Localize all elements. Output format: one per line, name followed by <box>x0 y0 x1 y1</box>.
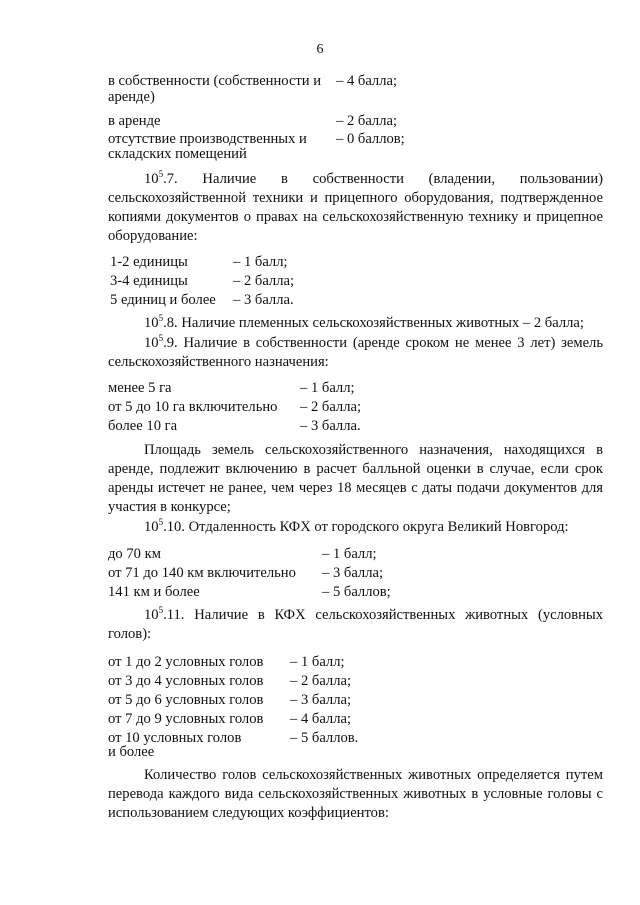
score-label: от 5 до 10 га включительно <box>108 399 278 415</box>
score-label: от 7 до 9 условных голов <box>108 711 264 727</box>
score-value: – 4 балла; <box>290 711 352 727</box>
score-value: – 5 баллов. <box>290 730 359 746</box>
section-text: Наличие в собственности (владении, пользовании) сельскохозяйственной техники и прицепного оборудования, подтвержденное копиями документов о правах на сельскохозяйственную технику и прицепное оборудование: <box>108 171 603 244</box>
score-value: – 3 балла; <box>290 692 352 708</box>
score-value: – 2 балла; <box>300 399 362 415</box>
section-text: Наличие в собственности (аренде сроком не менее 3 лет) земель сельскохозяйственного назначения: <box>108 335 603 370</box>
score-label: менее 5 га <box>108 380 172 396</box>
score-value: – 3 балла; <box>322 565 384 581</box>
score-label-continued: аренде) <box>108 89 155 105</box>
score-label: в собственности (собственности и <box>108 73 322 89</box>
score-label-continued: складских помещений <box>108 146 247 162</box>
score-value: – 1 балл; <box>290 654 345 670</box>
section-text: Отдаленность КФХ от городского округа Великий Новгород: <box>184 519 569 535</box>
section-text: Наличие племенных сельскохозяйственных животных – 2 балла; <box>177 315 584 331</box>
score-label: от 3 до 4 условных голов <box>108 673 264 689</box>
score-label: более 10 га <box>108 418 178 434</box>
section-number: $10^5.9$. <box>144 333 178 351</box>
score-label-continued: и более <box>108 744 155 760</box>
score-value: – 1 балл; <box>322 546 377 562</box>
score-value: – 3 балла. <box>233 292 294 308</box>
section-7-paragraph <box>108 170 603 246</box>
score-value: – 3 балла. <box>300 418 361 434</box>
score-value: – 5 баллов; <box>322 584 391 600</box>
section-number: $10^5.11$. <box>144 605 185 623</box>
section-11-paragraph <box>108 606 603 644</box>
section-number: $10^5.7$. <box>144 169 178 187</box>
score-label: в аренде <box>108 113 161 129</box>
score-label: отсутствие производственных и <box>108 131 307 147</box>
section-9-paragraph <box>108 334 603 372</box>
score-label: 141 км и более <box>108 584 200 600</box>
page-number: 6 <box>316 42 324 57</box>
score-value: – 1 балл; <box>233 254 288 270</box>
section-number: $10^5.10$. <box>144 517 185 535</box>
score-value: – 2 балла; <box>290 673 352 689</box>
score-label: 1-2 единицы <box>110 254 188 270</box>
section-text: Наличие в КФХ сельскохозяйственных животных (условных голов): <box>108 607 603 642</box>
section-10-paragraph <box>108 518 603 537</box>
score-label: от 1 до 2 условных голов <box>108 654 264 670</box>
score-value: – 2 балла; <box>233 273 295 289</box>
score-label: 3-4 единицы <box>110 273 188 289</box>
score-label: от 71 до 140 км включительно <box>108 565 296 581</box>
score-value: – 4 балла; <box>336 73 398 89</box>
section-number: $10^5.8$. <box>144 313 178 331</box>
score-value: – 2 балла; <box>336 113 398 129</box>
score-label: до 70 км <box>108 546 161 562</box>
score-value: – 0 баллов; <box>336 131 405 147</box>
score-label: от 5 до 6 условных голов <box>108 692 264 708</box>
score-value: – 1 балл; <box>300 380 355 396</box>
conversion-paragraph: Количество голов сельскохозяйственных животных определяется путем перевода каждого вида сельскохозяйственных животных в условные головы с использованием следующих коэффициентов: <box>108 767 603 821</box>
leased-land-paragraph: Площадь земель сельскохозяйственного назначения, находящихся в аренде, подлежит включению в расчет балльной оценки в случае, если срок аренды истечет не ранее, чем через 18 месяцев с даты подачи документов для участия в конкурсе; <box>108 442 603 515</box>
score-label: от 10 условных голов <box>108 730 242 746</box>
section-8-paragraph <box>108 314 603 333</box>
score-label: 5 единиц и более <box>110 292 216 308</box>
